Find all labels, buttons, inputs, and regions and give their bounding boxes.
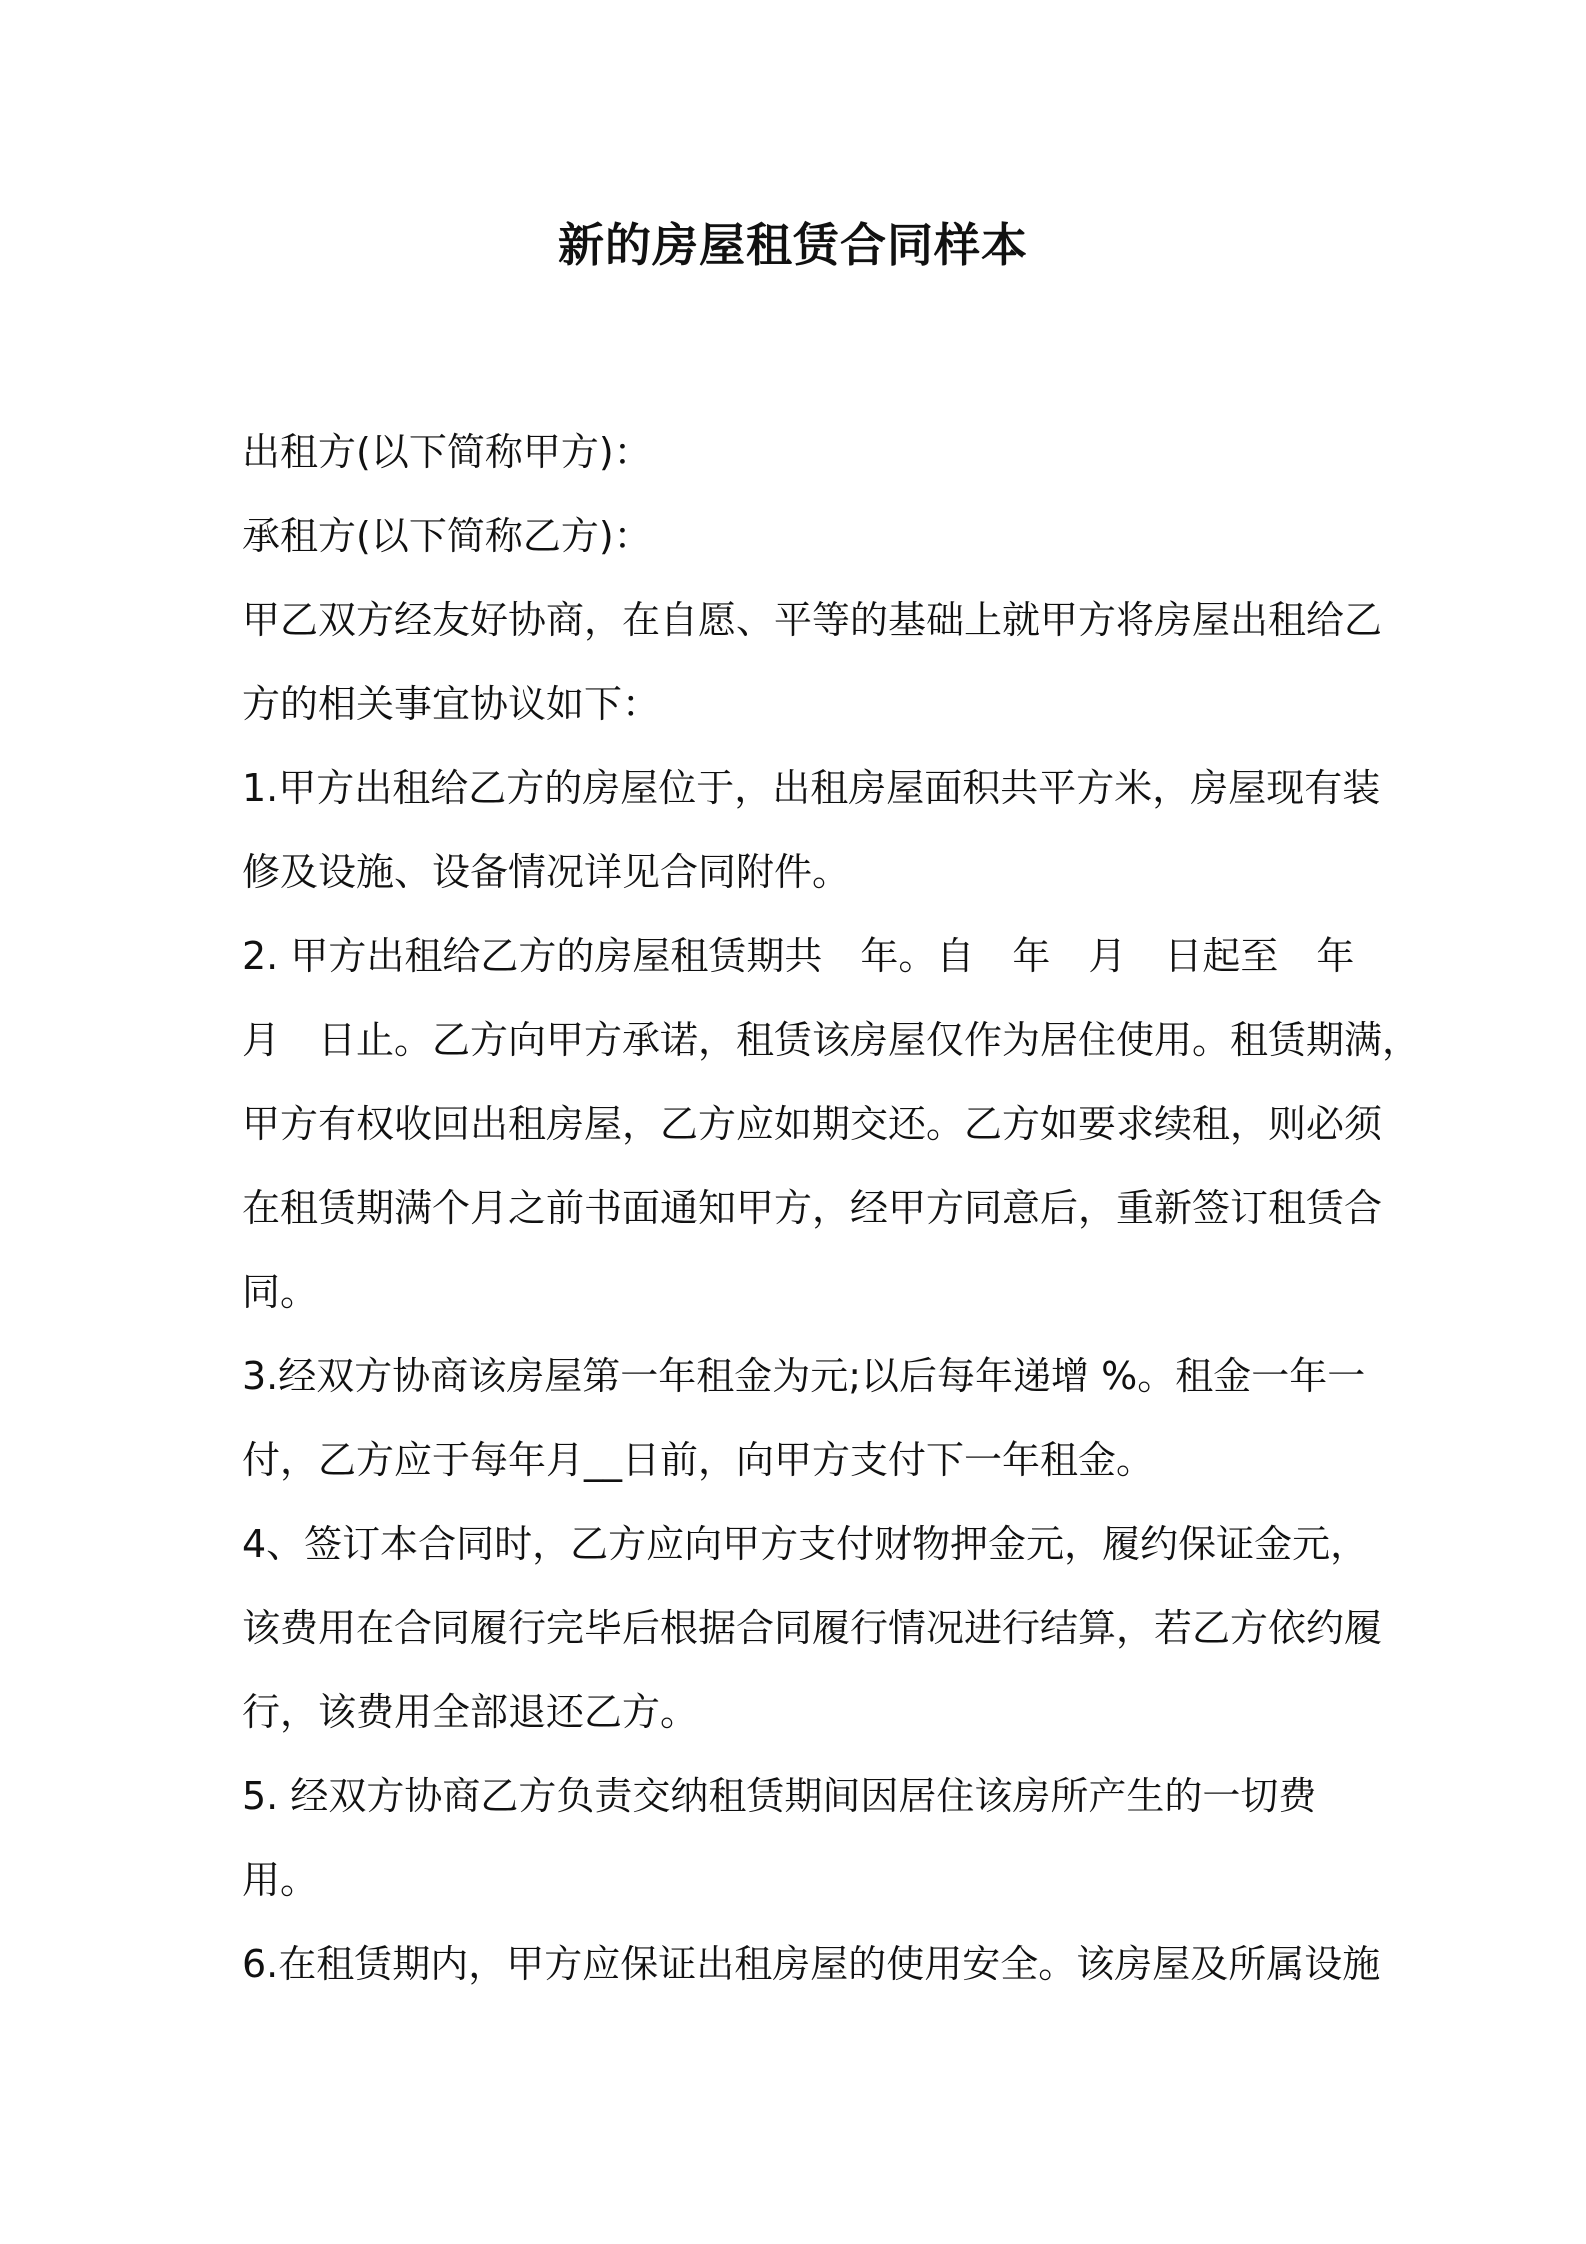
clause-5-line-1: 5. 经双方协商乙方负责交纳租赁期间因居住该房所产生的一切费 xyxy=(242,1774,1317,1818)
party-b-line: 承租方(以下简称乙方)： xyxy=(242,514,652,558)
clause-2-line-1: 2. 甲方出租给乙方的房屋租赁期共 年。自 年 月 日起至 年 xyxy=(242,934,1355,978)
intro-line-2: 方的相关事宜协议如下： xyxy=(242,682,661,726)
clause-4-line-3: 行，该费用全部退还乙方。 xyxy=(242,1690,699,1734)
clause-1-line-2: 修及设施、设备情况详见合同附件。 xyxy=(242,850,851,894)
clause-6-line-1: 6.在租赁期内，甲方应保证出租房屋的使用安全。该房屋及所属设施 xyxy=(242,1942,1381,1986)
clause-2-line-3: 甲方有权收回出租房屋，乙方应如期交还。乙方如要求续租，则必须 xyxy=(242,1102,1383,1146)
clause-4-line-2: 该费用在合同履行完毕后根据合同履行情况进行结算，若乙方依约履 xyxy=(242,1606,1383,1650)
clause-2-line-2: 月 日止。乙方向甲方承诺，租赁该房屋仅作为居住使用。租赁期满， xyxy=(242,1018,1421,1062)
document-body xyxy=(242,410,1421,2006)
party-a-line: 出租方(以下简称甲方)： xyxy=(242,430,652,474)
clause-3-line-2: 付，乙方应于每年月__日前，向甲方支付下一年租金。 xyxy=(242,1438,1155,1482)
clause-5-line-2: 用。 xyxy=(242,1858,319,1902)
clause-1-line-1: 1.甲方出租给乙方的房屋位于，出租房屋面积共平方米，房屋现有装 xyxy=(242,766,1381,810)
clause-3-line-1: 3.经双方协商该房屋第一年租金为元;以后每年递增 %。租金一年一 xyxy=(242,1354,1366,1398)
clause-2-line-5: 同。 xyxy=(242,1270,319,1314)
intro-line-1: 甲乙双方经友好协商，在自愿、平等的基础上就甲方将房屋出租给乙 xyxy=(242,598,1383,642)
clause-4-line-1: 4、签订本合同时，乙方应向甲方支付财物押金元，履约保证金元， xyxy=(242,1522,1369,1566)
document-title: 新的房屋租赁合同样本 xyxy=(558,218,1028,272)
clause-2-line-4: 在租赁期满个月之前书面通知甲方，经甲方同意后，重新签订租赁合 xyxy=(242,1186,1383,1230)
